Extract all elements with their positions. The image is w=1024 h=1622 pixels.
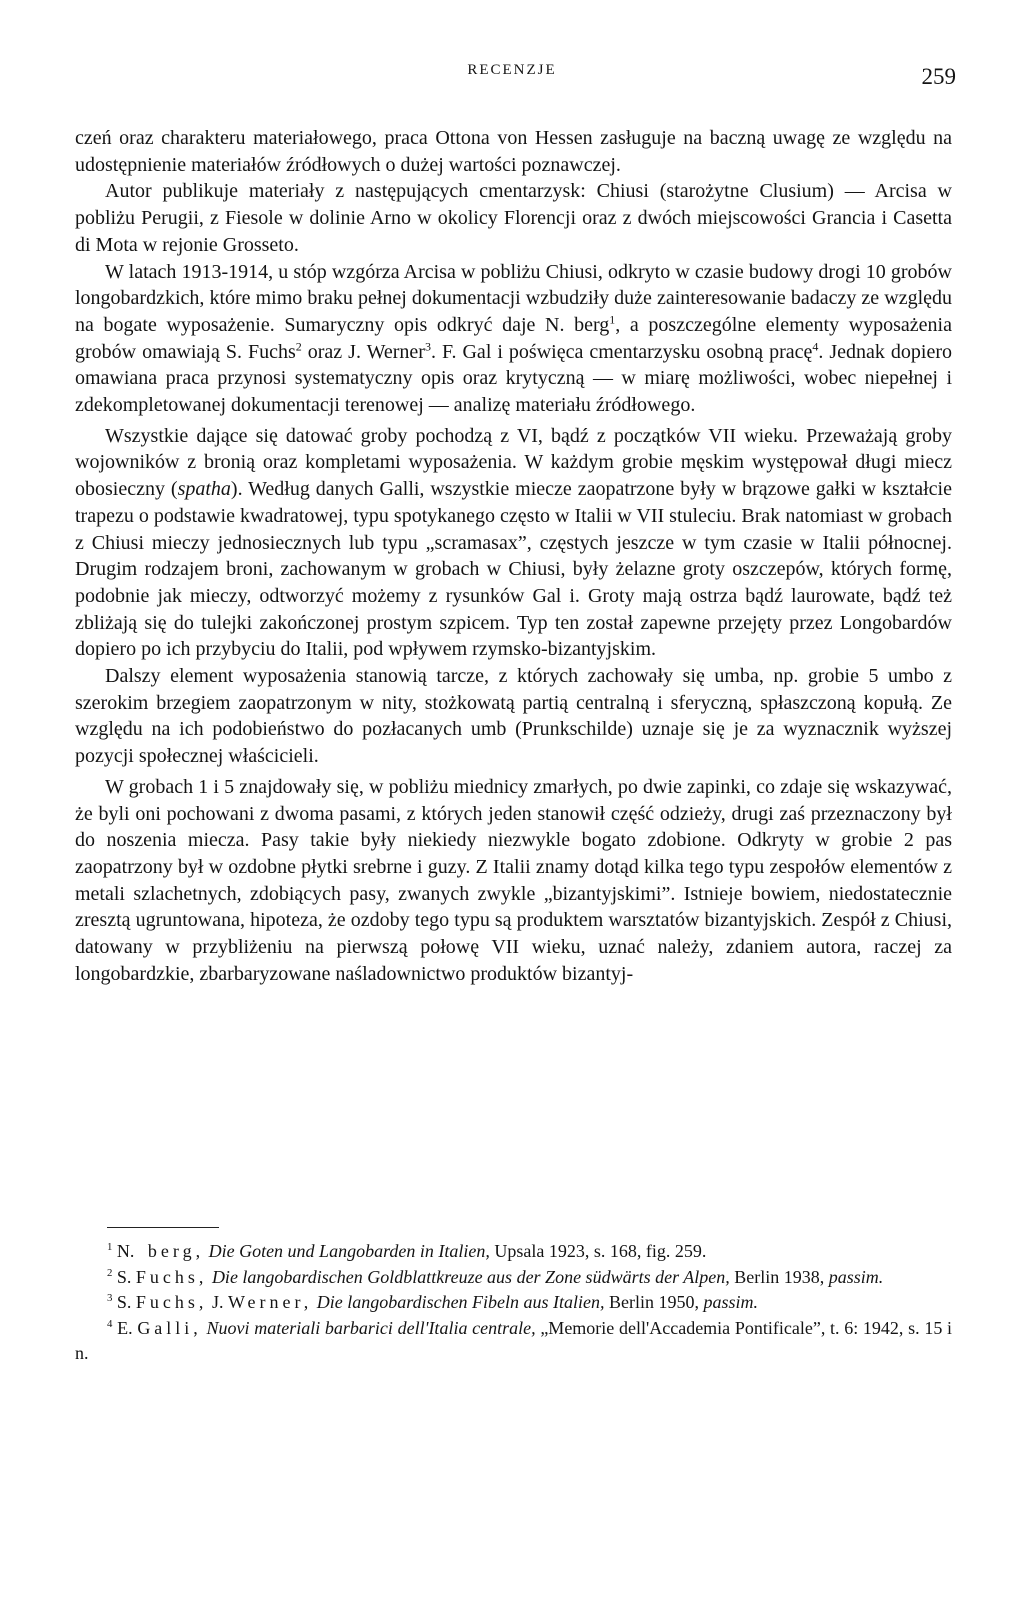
- paragraph: W grobach 1 i 5 znajdowały się, w pobliżu miednicy zmarłych, po dwie zapinki, co zdaje się wskazywać, że byli oni pochowani z dwoma pasami, z których jeden stanowił część odzieży, drugi zaś przeznaczony był do noszenia miecza. Pasy takie były niekiedy niezwykle bogato zdobione. Odkryty w grobie 2 pas zaopatrzony był w ozdobne płytki srebrne i guzy. Z Italii znamy dotąd kilka tego typu zespołów elementów z metali szlachetnych, zdobiących pasy, zwanych zwykle „bizantyjskimi”. Istnieje bowiem, niedostatecznie zresztą ugruntowana, hipoteza, że ozdoby tego typu są produktem warsztatów bizantyjskich. Zespół z Chiusi, datowany w przybliżeniu na pierwszą połowę VII wieku, uznać należy, zdaniem autora, raczej za longobardzkie, zbarbaryzowane naśladownictwo produktów bizantyj-: [75, 775, 952, 985]
- footnote-mark: 4: [107, 1317, 113, 1330]
- footnote-rule: [107, 1227, 219, 1228]
- paragraph: Autor publikuje materiały z następujących cmentarzysk: Chiusi (starożytne Clusium) — Arcisa w pobliżu Perugii, z Fiesole w dolinie Arno w okolicy Florencji oraz z dwóch miejscowości Grancia i Casetta di Mota w rejonie Grosseto.: [75, 180, 952, 256]
- footnote-mark: 3: [107, 1292, 113, 1304]
- passim: passim.: [828, 1266, 884, 1287]
- author-name: Fuchs,: [135, 1266, 208, 1287]
- paragraph: [75, 423, 952, 663]
- paragraph: Dalszy element wyposażenia stanowią tarcze, z których zachowały się umba, np. grobie 5 umbo z szerokim brzegiem zaopatrzonym w nity, stożkowatą partią centralną i sferyczną, spłaszczoną kopułą. Ze względu na ich podobieństwo do pozłacanych umb (Prunkschilde) uznaje się je za wyznacznik wyższej pozycji społecznej właścicieli.: [75, 665, 952, 768]
- work-title: Die langobardischen Fibeln aus Italien,: [316, 1292, 605, 1312]
- paragraph: [75, 259, 952, 419]
- page-number: 259: [921, 64, 956, 89]
- footnote: [75, 1239, 952, 1265]
- text-run: . F. Gal i poświęca cmentarzysku osobną pracę: [430, 340, 813, 363]
- text-run: , a poszczególne elementy wyposażenia grobów omawiają S. Fuchs: [75, 313, 952, 363]
- author-name: berg,: [147, 1241, 205, 1261]
- author-initial: S.: [116, 1266, 132, 1287]
- work-title: Nuovi materiali barbarici dell'Italia centrale,: [206, 1317, 536, 1338]
- text-run: . Jednak dopiero omawiana praca przynosi systematyczny opis oraz krytyczną — w miarę możliwości, wobec niepełnej i zdekompletowanej dokumentacji terenowej — analizę materiału źródłowego.: [75, 340, 953, 417]
- footnote: [75, 1316, 952, 1367]
- author-name: Galli,: [137, 1317, 202, 1338]
- footnote: [75, 1265, 952, 1291]
- footnote-ref: 4: [812, 338, 819, 353]
- citation: „Memorie dell'Accademia Pontificale”, t. 6: 1942, s. 15 i n.: [75, 1317, 953, 1363]
- author-initial: N.: [116, 1241, 135, 1261]
- paragraph: czeń oraz charakteru materiałowego, praca Ottona von Hessen zasługuje na baczną uwagę ze względu na udostępnienie materiałów źródłowych o dużej wartości poznawczej.: [75, 127, 952, 176]
- footnotes: [75, 1239, 952, 1367]
- footnote-ref: 1: [609, 312, 616, 327]
- citation: Upsala 1923, s. 168, fig. 259.: [489, 1241, 707, 1261]
- text-run: W latach 1913-1914, u stóp wzgórza Arcisa w pobliżu Chiusi, odkryto w czasie budowy drogi 10 grobów longobardzkich, które mimo braku pełnej dokumentacji wzbudziły duże zainteresowanie badaczy ze względu na bogate wyposażenie. Sumaryczny opis odkryć daje N. berg: [75, 260, 952, 336]
- citation: Berlin 1938,: [729, 1266, 829, 1287]
- author-initial: J.: [211, 1292, 224, 1312]
- body-text: [75, 125, 952, 988]
- passim: passim.: [703, 1292, 759, 1312]
- text-run: ). Według danych Galli, wszystkie miecze zaopatrzone były w brązowe gałki w kształcie trapezu o podstawie kwadratowej, typu spotykanego często w Italii w VII stuleciu. Brak natomiast w grobach z Chiusi mieczy jednosiecznych lub typu „scramasax”, częstych jeszcze w tym czasie w Italii północnej. Drugim rodzajem broni, zachowanym w grobach w Chiusi, były żelazne groty oszczepów, których formę, podobnie jak mieczy, odtworzyć możemy z rysunków Gal i. Groty mają ostrza bądź laurowate, bądź też zbliżają się do tulejki zakończonej prostym szpicem. Typ ten został zapewne przejęty przez Longobardów dopiero po ich przybyciu do Italii, pod wpływem rzymsko-bizantyjskim.: [75, 478, 952, 661]
- footnote-mark: 1: [107, 1241, 113, 1253]
- footnote-mark: 2: [107, 1266, 113, 1279]
- text-run: oraz J. Werner: [301, 340, 425, 363]
- author-name: Fuchs,: [135, 1292, 208, 1312]
- author-name: Werner,: [227, 1292, 313, 1312]
- text-run: Wszystkie dające się datować groby pochodzą z VI, bądź z początków VII wieku. Przeważają groby wojowników z bronią oraz kompletami wyposażenia. W każdym grobie męskim występował długi miecz obosieczny (: [75, 424, 952, 501]
- footnote: [75, 1290, 952, 1316]
- footnote-ref: 3: [424, 338, 431, 353]
- footnote-ref: 2: [295, 338, 302, 353]
- work-title: Die Goten und Langobarden in Italien,: [208, 1241, 490, 1261]
- author-initial: S.: [116, 1292, 132, 1312]
- running-head: RECENZJE: [467, 62, 557, 78]
- italic-term: spatha: [177, 478, 231, 501]
- citation: Berlin 1950,: [604, 1292, 704, 1312]
- author-initial: E.: [117, 1317, 133, 1338]
- work-title: Die langobardischen Goldblattkreuze aus der Zone südwärts der Alpen,: [211, 1266, 730, 1287]
